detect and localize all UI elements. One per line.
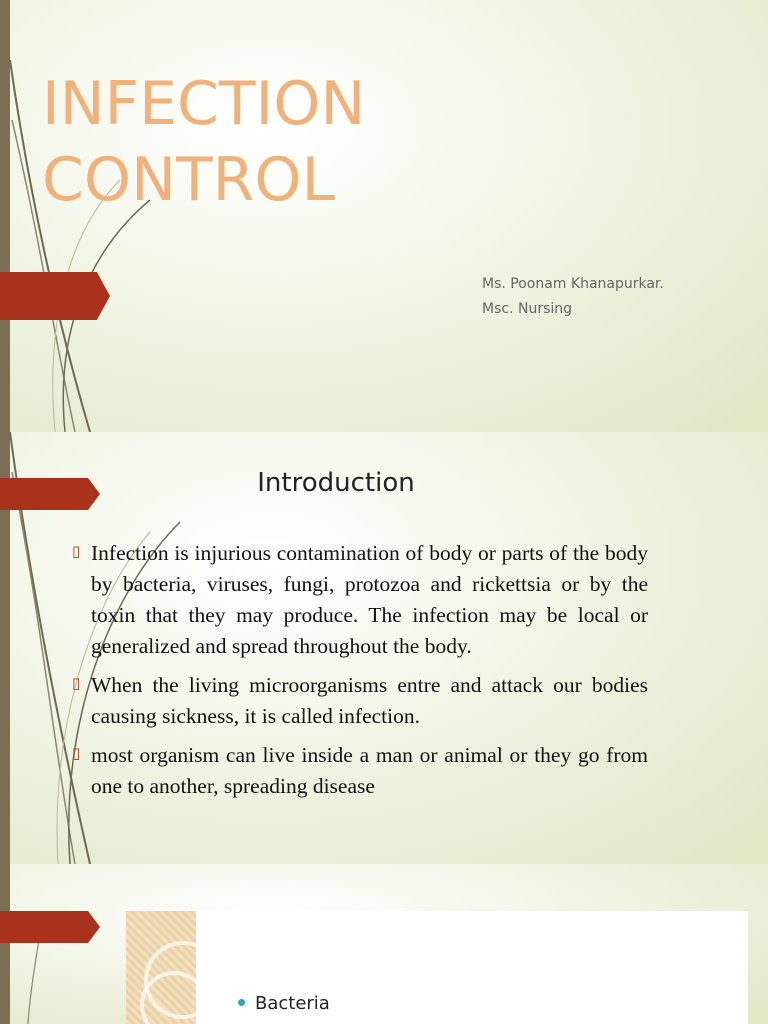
author-name: Ms. Poonam Khanapurkar. (482, 276, 664, 292)
slide-heading: Introduction (257, 468, 415, 498)
accent-tab (0, 272, 110, 320)
bullet-marker-icon: ▯ (72, 542, 81, 560)
left-accent-bar (0, 0, 10, 432)
subtitle-block (482, 272, 664, 322)
author-degree: Msc. Nursing (482, 301, 573, 317)
bullet-marker-icon: ▯ (72, 744, 81, 762)
title-line-1: INFECTION (42, 69, 366, 139)
list-item (72, 670, 648, 732)
list-item (72, 740, 648, 802)
bullet-text: When the living microorganisms entre and attack our bodies causing sickness, it is called infection. (91, 673, 648, 728)
bullet-dot-icon (238, 999, 245, 1006)
list-item (72, 538, 648, 662)
introduction-slide (0, 432, 768, 864)
texture-image (126, 911, 196, 1024)
presentation-title (42, 66, 365, 218)
bullet-text: most organism can live inside a man or animal or they go from one to another, spreading disease (91, 743, 648, 798)
accent-tab (0, 911, 100, 943)
content-panel (126, 911, 748, 1024)
decorative-swoosh (0, 864, 80, 1024)
bullet-text: Infection is injurious contamination of body or parts of the body by bacteria, viruses, fungi, protozoa and rickettsia or by the toxin that they may produce. The infection may be local or generalized and spread throughout the body. (91, 541, 648, 658)
title-line-2: CONTROL (42, 145, 335, 215)
bullet-text: Bacteria (255, 993, 330, 1014)
bullet-list (72, 538, 648, 810)
title-slide (0, 0, 768, 432)
bullet-marker-icon: ▯ (72, 674, 81, 692)
bullet-item (238, 993, 330, 1014)
bacteria-slide (0, 864, 768, 1024)
left-accent-bar (0, 864, 10, 1024)
